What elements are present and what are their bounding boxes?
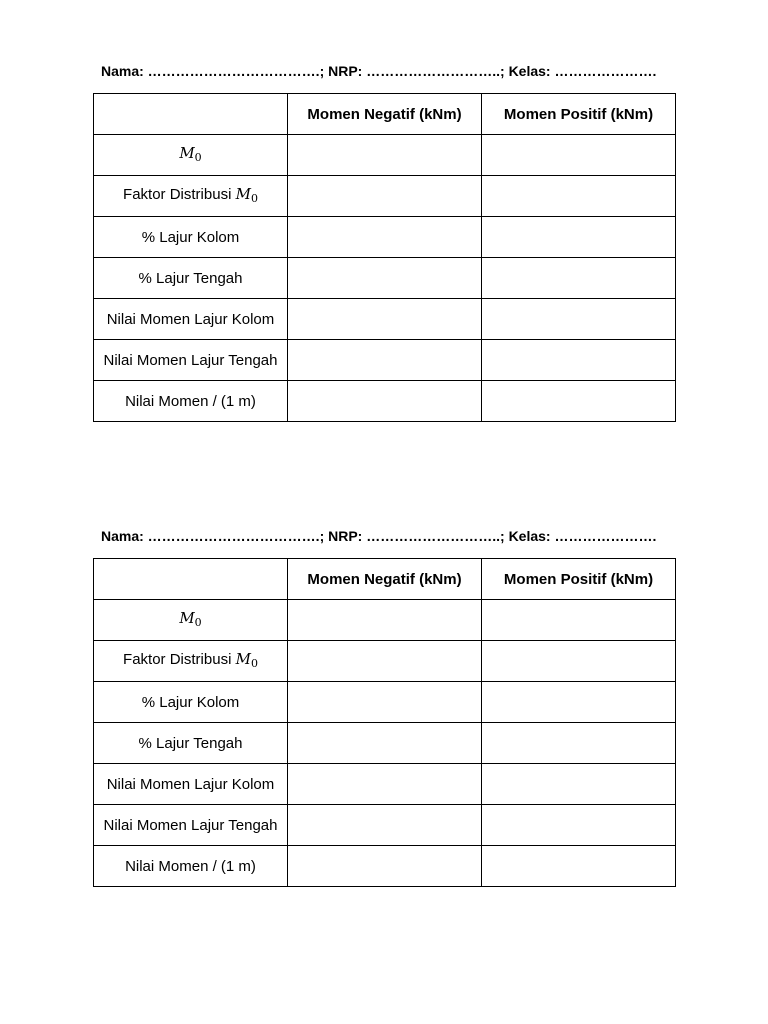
- input-cell-positive[interactable]: [482, 217, 676, 258]
- math-m0: $M_0$: [179, 143, 202, 164]
- input-cell-negative[interactable]: [288, 846, 482, 887]
- table-row: [94, 723, 676, 764]
- input-cell-positive[interactable]: [482, 299, 676, 340]
- table-row: [94, 846, 676, 887]
- input-cell-negative[interactable]: [288, 135, 482, 176]
- input-cell-negative[interactable]: [288, 340, 482, 381]
- input-cell-positive[interactable]: [482, 805, 676, 846]
- student-info-line: Nama: ……………………………….; NRP: ………………………..; Kelas: ………………….: [101, 63, 657, 79]
- row-label-distribution-factor: Faktor Distribusi $M_0$: [94, 176, 288, 217]
- input-cell-negative[interactable]: [288, 299, 482, 340]
- input-cell-negative[interactable]: [288, 258, 482, 299]
- table-row: [94, 682, 676, 723]
- row-label-moment-per-meter: Nilai Momen / (1 m): [94, 381, 288, 422]
- table-row: [94, 381, 676, 422]
- table-row: [94, 805, 676, 846]
- input-cell-negative[interactable]: [288, 805, 482, 846]
- math-m0: $M_0$: [235, 184, 258, 205]
- table-header-row: [94, 559, 676, 600]
- table-header-row: [94, 94, 676, 135]
- row-label-middle-strip-pct: % Lajur Tengah: [94, 723, 288, 764]
- header-cell-negative-moment: Momen Negatif (kNm): [288, 94, 482, 135]
- moment-table: [93, 93, 676, 422]
- input-cell-positive[interactable]: [482, 764, 676, 805]
- row-label-distribution-factor: Faktor Distribusi $M_0$: [94, 641, 288, 682]
- moment-table: [93, 558, 676, 887]
- table-row: [94, 299, 676, 340]
- input-cell-positive[interactable]: [482, 641, 676, 682]
- table-row: [94, 340, 676, 381]
- input-cell-positive[interactable]: [482, 135, 676, 176]
- row-label-middle-strip-moment: Nilai Momen Lajur Tengah: [94, 340, 288, 381]
- table-row: [94, 135, 676, 176]
- table-row: [94, 641, 676, 682]
- row-label-m0: [94, 600, 288, 641]
- table-row: [94, 258, 676, 299]
- input-cell-negative[interactable]: [288, 641, 482, 682]
- header-cell-blank: [94, 559, 288, 600]
- math-m0: $M_0$: [235, 649, 258, 670]
- input-cell-positive[interactable]: [482, 176, 676, 217]
- table-row: [94, 764, 676, 805]
- table-row: [94, 600, 676, 641]
- row-label-moment-per-meter: Nilai Momen / (1 m): [94, 846, 288, 887]
- input-cell-negative[interactable]: [288, 600, 482, 641]
- input-cell-positive[interactable]: [482, 682, 676, 723]
- row-label-m0: [94, 135, 288, 176]
- header-cell-positive-moment: Momen Positif (kNm): [482, 94, 676, 135]
- input-cell-negative[interactable]: [288, 217, 482, 258]
- input-cell-negative[interactable]: [288, 381, 482, 422]
- student-info-line: Nama: ……………………………….; NRP: ………………………..; Kelas: ………………….: [101, 528, 657, 544]
- row-label-column-strip-moment: Nilai Momen Lajur Kolom: [94, 764, 288, 805]
- row-label-column-strip-pct: % Lajur Kolom: [94, 217, 288, 258]
- row-label-column-strip-moment: Nilai Momen Lajur Kolom: [94, 299, 288, 340]
- input-cell-negative[interactable]: [288, 764, 482, 805]
- table-row: [94, 176, 676, 217]
- header-cell-blank: [94, 94, 288, 135]
- input-cell-positive[interactable]: [482, 600, 676, 641]
- input-cell-positive[interactable]: [482, 723, 676, 764]
- header-cell-positive-moment: Momen Positif (kNm): [482, 559, 676, 600]
- input-cell-negative[interactable]: [288, 682, 482, 723]
- input-cell-positive[interactable]: [482, 381, 676, 422]
- table-row: [94, 217, 676, 258]
- row-label-middle-strip-pct: % Lajur Tengah: [94, 258, 288, 299]
- header-cell-negative-moment: Momen Negatif (kNm): [288, 559, 482, 600]
- row-label-middle-strip-moment: Nilai Momen Lajur Tengah: [94, 805, 288, 846]
- math-m0: $M_0$: [179, 608, 202, 629]
- input-cell-positive[interactable]: [482, 258, 676, 299]
- input-cell-positive[interactable]: [482, 846, 676, 887]
- input-cell-negative[interactable]: [288, 723, 482, 764]
- input-cell-negative[interactable]: [288, 176, 482, 217]
- input-cell-positive[interactable]: [482, 340, 676, 381]
- row-label-column-strip-pct: % Lajur Kolom: [94, 682, 288, 723]
